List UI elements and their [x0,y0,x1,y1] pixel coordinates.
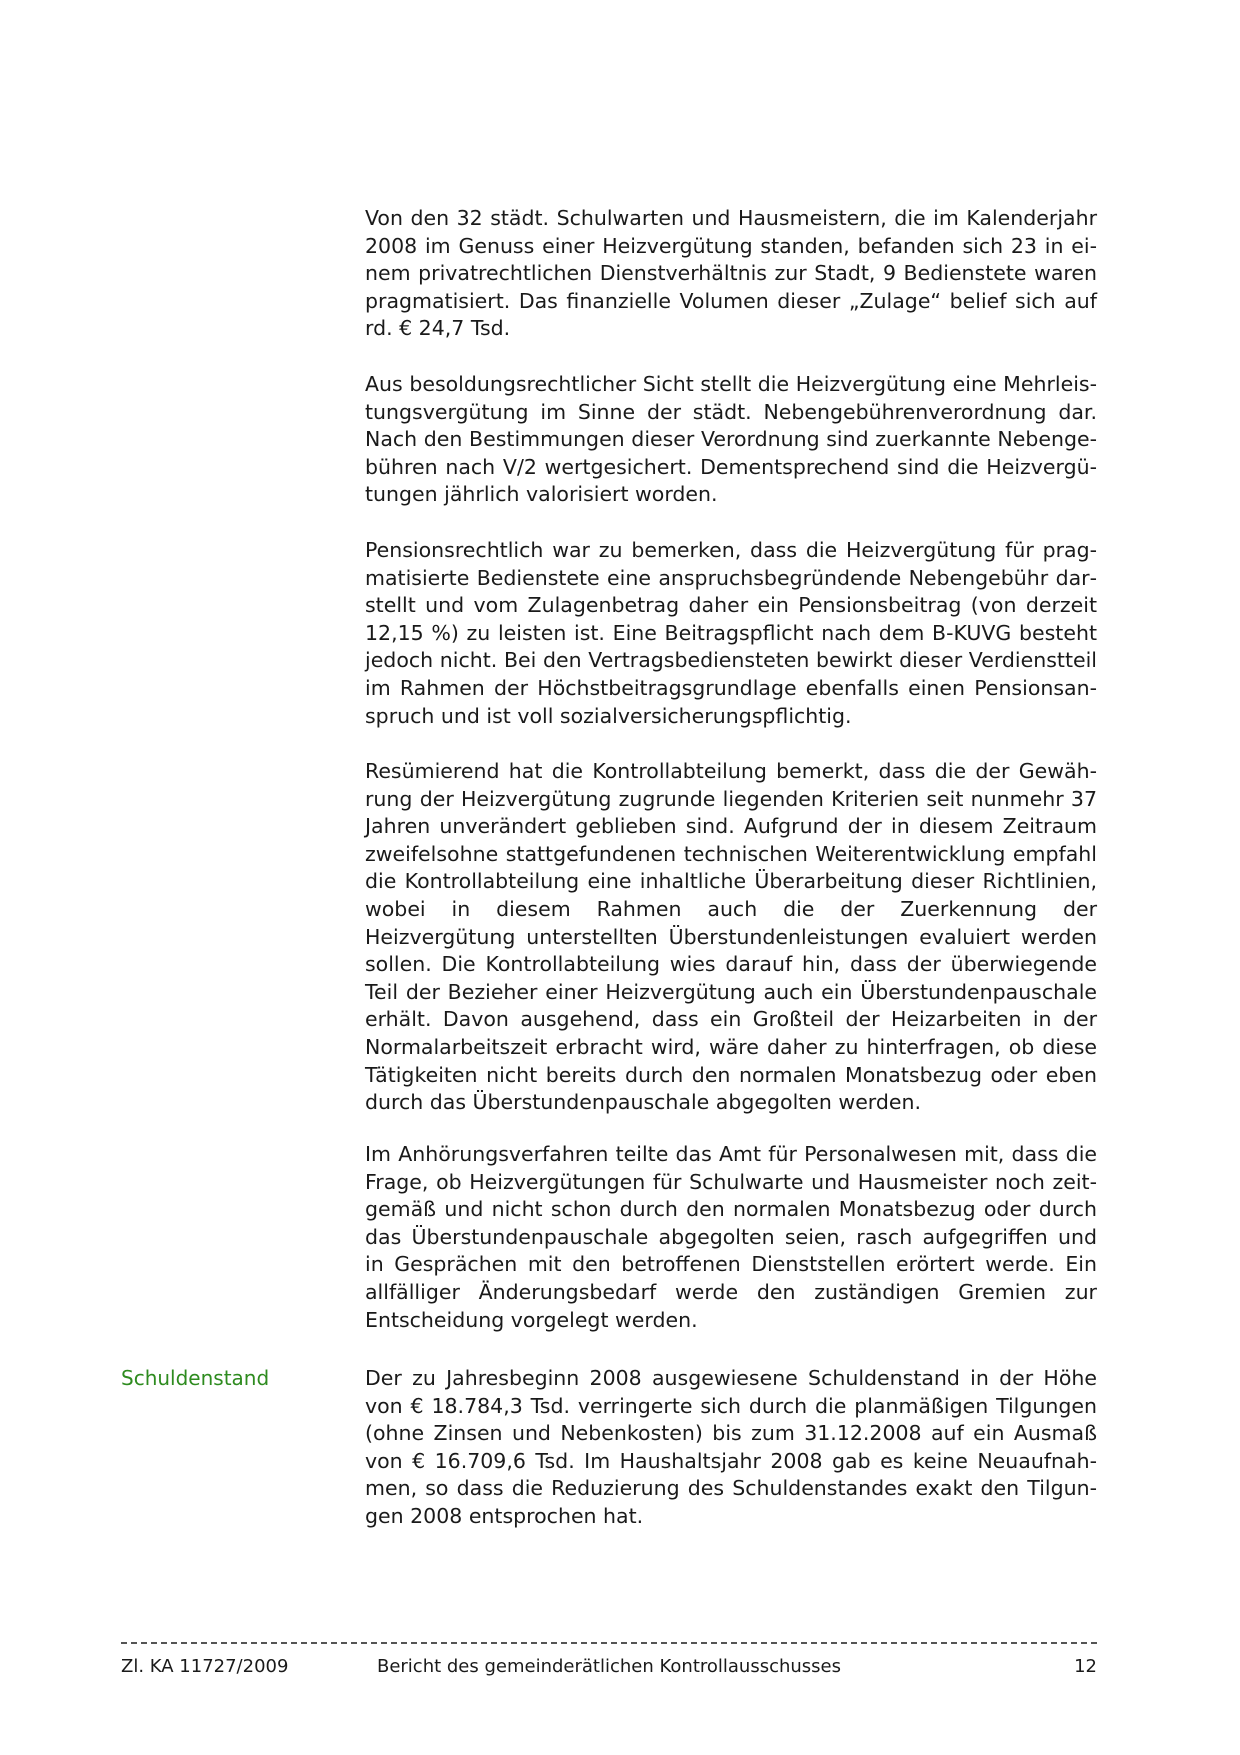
paragraph-resuemee: Resümierend hat die Kontrollabteilung bemerkt, dass die der Gewährung der Heizvergütung zugrunde liegenden Kriterien seit nunmehr 37 Jahren unverändert geblieben sind. Aufgrund der in diesem Zeitraum zweifelsohne stattgefundenen technischen Weiterentwicklung empfahl die Kontrollabteilung eine inhaltliche Überarbeitung dieser Richtlinien, wobei in diesem Rahmen auch die der Zuerkennung der Heizvergütung unterstellten Überstundenleistungen evaluiert werden sollen. Die Kontrollabteilung wies darauf hin, dass der überwiegende Teil der Bezieher einer Heizvergütung auch ein Überstundenpauschale erhält. Davon ausgehend, dass ein Großteil der Heizarbeiten in der Normalarbeitszeit erbracht wird, wäre daher zu hinterfragen, ob diese Tätigkeiten nicht bereits durch den normalen Monatsbezug oder eben durch das Überstundenpauschale abgegolten werden. [365,759,1097,1115]
paragraph-besoldungsrecht: Aus besoldungsrechtlicher Sicht stellt die Heizvergütung eine Mehrleistungsvergütung im Sinne der städt. Nebengebührenverordnung dar. Nach den Bestimmungen dieser Verordnung sind zuerkannte Nebengebühren nach V/2 wertgesichert. Dementsprechend sind die Heizvergütungen jährlich valorisiert worden. [365,372,1097,507]
page-number: 12 [1074,1656,1097,1677]
footer-reference: Zl. KA 11727/2009 [121,1656,289,1677]
footer-divider [121,1642,1097,1644]
paragraph-schuldenstand: Der zu Jahresbeginn 2008 ausgewiesene Schuldenstand in der Höhe von € 18.784,3 Tsd. verringerte sich durch die planmäßigen Tilgungen (ohne Zinsen und Nebenkosten) bis zum 31.12.2008 auf ein Ausmaß von € 16.709,6 Tsd. Im Haushaltsjahr 2008 gab es keine Neuaufnahmen, so dass die Reduzierung des Schuldenstandes exakt den Tilgungen 2008 entsprochen hat. [365,1366,1097,1528]
footer-title: Bericht des gemeinderätlichen Kontrollausschusses [376,1656,842,1677]
paragraph-anhoerungsverfahren: Im Anhörungsverfahren teilte das Amt für Personalwesen mit, dass die Frage, ob Heizvergütungen für Schulwarte und Hausmeister noch zeitgemäß und nicht schon durch den normalen Monatsbezug oder durch das Überstundenpauschale abgegolten seien, rasch aufgegriffen und in Gesprächen mit den betroffenen Dienststellen erörtert werde. Ein allfälliger Änderungsbedarf werde den zuständigen Gremien zur Entscheidung vorgelegt werden. [365,1142,1097,1332]
paragraph-pensionsrecht: Pensionsrechtlich war zu bemerken, dass die Heizvergütung für pragmatisierte Bedienstete eine anspruchsbegründende Nebengebühr darstellt und vom Zulagenbetrag daher ein Pensionsbeitrag (von derzeit 12,15 %) zu leisten ist. Eine Beitragspflicht nach dem B-KUVG besteht jedoch nicht. Bei den Vertragsbediensteten bewirkt dieser Verdienstteil im Rahmen der Höchstbeitragsgrundlage ebenfalls einen Pensionsanspruch und ist voll sozialversicherungspflichtig. [365,538,1097,728]
margin-heading-schuldenstand: Schuldenstand [121,1366,270,1390]
page-footer [121,1654,1097,1680]
paragraph-heizverguetung-volumen: Von den 32 städt. Schulwarten und Hausmeistern, die im Kalenderjahr 2008 im Genuss einer Heizvergütung standen, befanden sich 23 in einem privatrechtlichen Dienstverhältnis zur Stadt, 9 Bedienstete waren pragmatisiert. Das finanzielle Volumen dieser „Zulage“ belief sich auf rd. € 24,7 Tsd. [365,206,1097,341]
